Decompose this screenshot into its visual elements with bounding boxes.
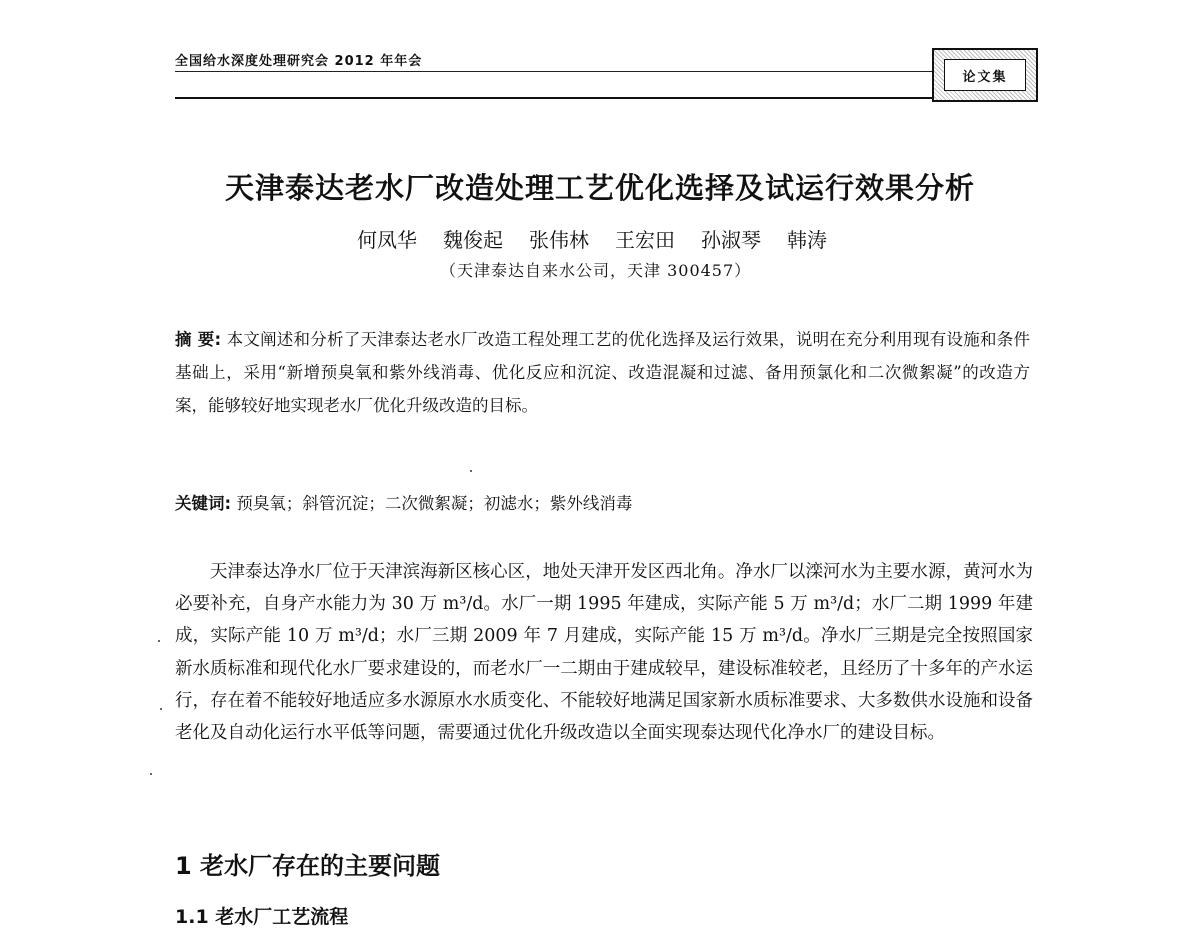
paper-title: 天津泰达老水厂改造处理工艺优化选择及试运行效果分析 bbox=[224, 171, 975, 205]
scan-speck bbox=[158, 640, 160, 642]
header-thin-rule bbox=[175, 71, 933, 72]
abstract-label: 摘 要: bbox=[175, 330, 222, 349]
proceedings-badge bbox=[932, 48, 1038, 102]
running-head: 全国给水深度处理研究会 2012 年年会 bbox=[175, 54, 423, 69]
scan-speck bbox=[160, 708, 162, 710]
page-header bbox=[175, 48, 1041, 106]
author-name: 张伟林 bbox=[529, 228, 589, 252]
author-name: 魏俊起 bbox=[443, 228, 503, 252]
author-name: 王宏田 bbox=[615, 228, 675, 252]
affiliation: （天津泰达自来水公司，天津 300457） bbox=[440, 261, 752, 280]
scan-speck bbox=[470, 470, 472, 472]
author-name: 韩涛 bbox=[787, 228, 827, 252]
header-thick-rule bbox=[175, 97, 935, 99]
intro-paragraph: 天津泰达净水厂位于天津滨海新区核心区，地处天津开发区西北角。净水厂以滦河水为主要水源，黄河水为必要补充，自身产水能力为 30 万 m³/d。水厂一期 1995 年建成，实际产能 5 万 m³/d；水厂二期 1999 年建成，实际产能 10 万 m³/d；水厂三期 2009 年 7 月建成，实际产能 15 万 m³/d。净水厂三期是完全按照国家新水质标准和现代化水厂要求建设的，而老水厂一二期由于建成较早，建设标准较老，且经历了十多年的产水运行，存在着不能较好地适应多水源原水水质变化、不能较好地满足国家新水质标准要求、大多数供水设施和设备老化及自动化运行水平低等问题，需要通过优化升级改造以全面实现泰达现代化净水厂的建设目标。 bbox=[175, 562, 1033, 744]
keywords-text: 预臭氧；斜管沉淀；二次微絮凝；初滤水；紫外线消毒 bbox=[236, 494, 633, 513]
author-list bbox=[357, 224, 827, 253]
section-heading: 1 老水厂存在的主要问题 bbox=[175, 852, 441, 880]
keywords-label: 关键词: bbox=[175, 494, 232, 513]
scan-speck bbox=[150, 773, 152, 775]
author-name: 孙淑琴 bbox=[701, 228, 761, 252]
abstract-text: 本文阐述和分析了天津泰达老水厂改造工程处理工艺的优化选择及运行效果，说明在充分利用现有设施和条件基础上，采用“新增预臭氧和紫外线消毒、优化反应和沉淀、改造混凝和过滤、备用预氯化和二次微絮凝”的改造方案，能够较好地实现老水厂优化升级改造的目标。 bbox=[175, 330, 1031, 415]
proceedings-badge-label: 论文集 bbox=[962, 69, 1008, 85]
proceedings-badge-inner bbox=[944, 59, 1026, 91]
keywords bbox=[175, 487, 1030, 520]
subsection-heading: 1.1 老水厂工艺流程 bbox=[175, 906, 349, 928]
author-name: 何凤华 bbox=[357, 228, 417, 252]
abstract bbox=[175, 323, 1030, 422]
